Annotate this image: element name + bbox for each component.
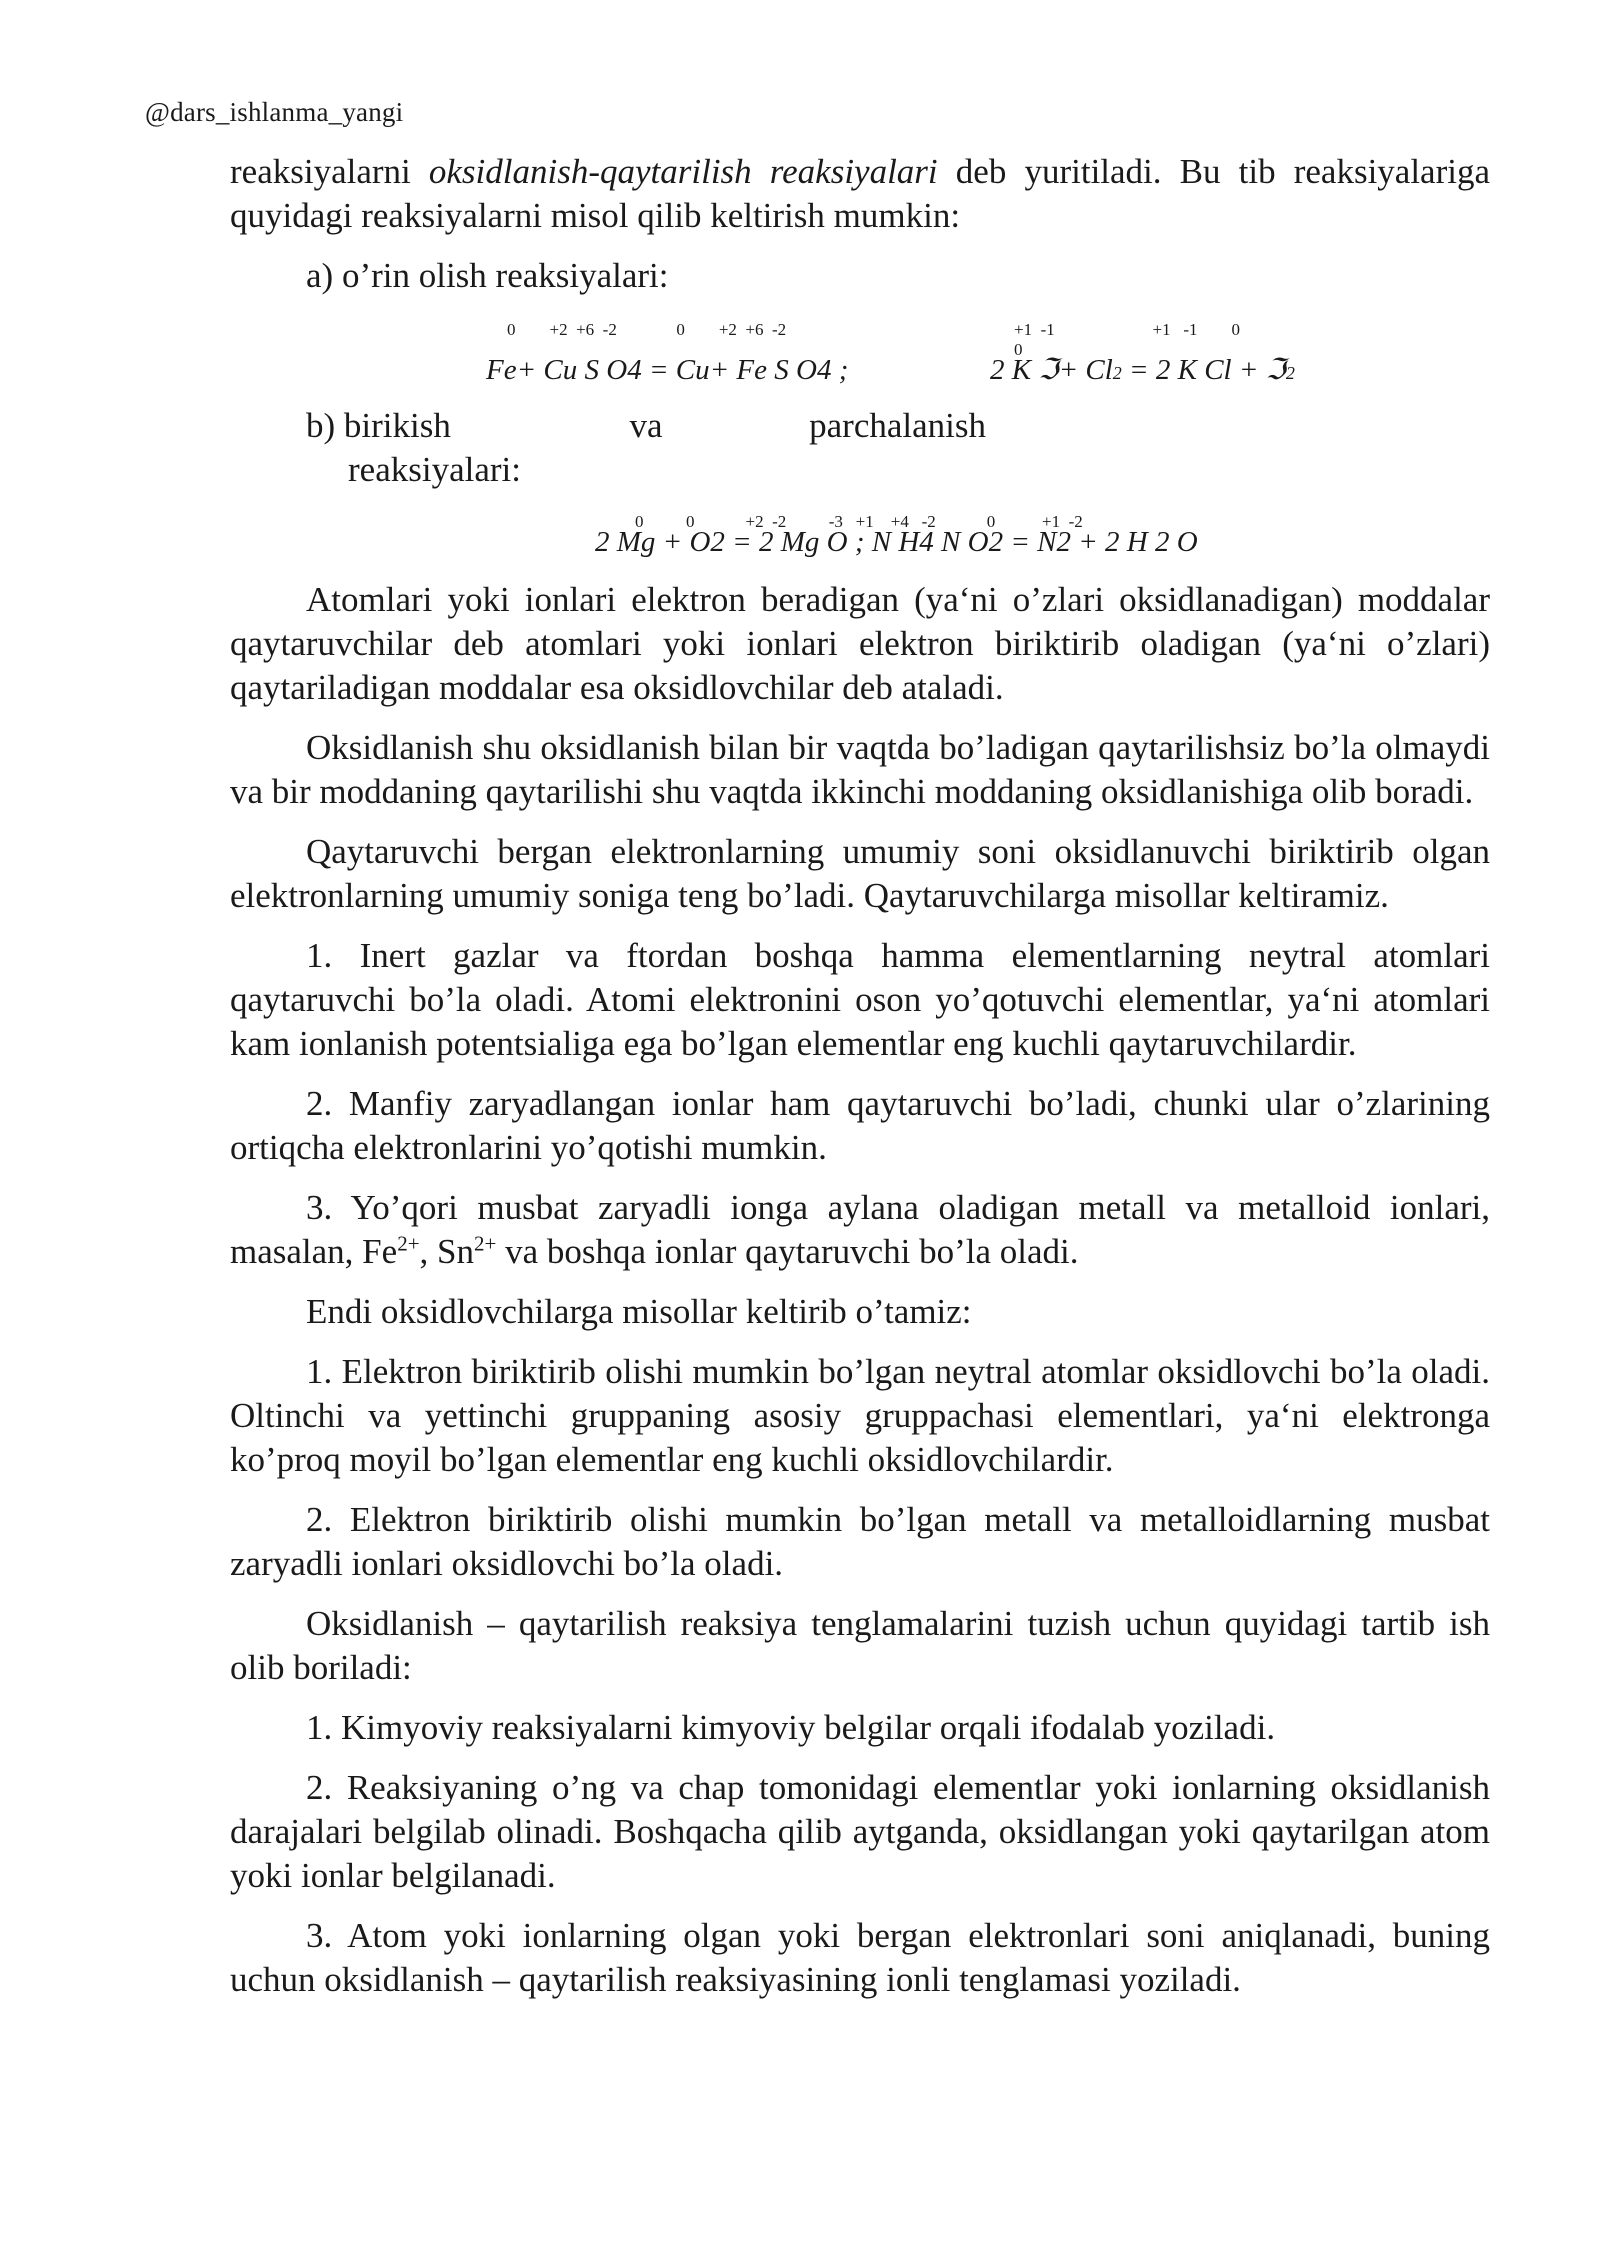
item-b-line-2: reaksiyalari: [348,450,521,489]
equation-1-left: Fe+ Cu S O4 = Cu+ Fe S O4 ; [486,354,849,386]
oxidation-states-right: +1 -1 +1 -1 0 [1014,320,1240,339]
intro-paragraph [230,150,1490,238]
equation-block-1 [230,304,1490,404]
eq1-subscript-2: 2 [1285,363,1295,383]
reducer-3-mid: , Sn [419,1232,474,1271]
paragraph-reducers-def: Atomlari yoki ionlari elektron beradigan (ya‘ni o’zlari oksidlanadigan) moddalar qaytaruvchilar deb atomlari yoki ionlari elektron biriktirib oladigan (ya‘ni o’zlari) qaytariladigan moddalar esa oksidlovchilar deb ataladi. [230,580,1490,707]
oxidation-states-left: 0 +2 +6 -2 0 +2 +6 -2 [507,320,787,339]
item-b [306,404,986,492]
eq1-right-part-a: 2 K ℑ+ Cl [990,354,1113,386]
paragraph-oxidizer-1: 1. Elektron biriktirib olishi mumkin bo’lgan neytral atomlar oksidlovchi bo’la oladi. Oltinchi va yettinchi gruppaning asosiy gruppachasi elementlari, ya‘ni elektronga ko’proq moyil bo’lgan elementlar eng kuchli oksidlovchilardir. [230,1352,1490,1479]
paragraph-step-1: 1. Kimyoviy reaksiyalarni kimyoviy belgilar orqali ifodalab yoziladi. [306,1708,1276,1747]
item-a: a) o’rin olish reaksiyalari: [306,256,669,295]
item-b-word-3: parchalanish [809,406,987,445]
intro-text-end: deb yuritiladi. Bu tib reaksiyalariga quyidagi reaksiyalarni misol qilib keltirish mumkin: [230,152,1491,235]
equation-block-2 [230,498,1490,578]
paragraph-reducer-1: 1. Inert gazlar va ftordan boshqa hamma elementlarning neytral atomlari qaytaruvchi bo’la oladi. Atomi elektronini oson yo’qotuvchi elementlar, ya‘ni atomlari kam ionlanish potentsialiga ega bo’lgan elementlar eng kuchli qaytaruvchilardir. [230,936,1490,1063]
reducer-3-text: 3. Yo’qori musbat zaryadli ionga aylana oladigan metall va metalloid ionlari, masalan, Fe [230,1188,1490,1271]
intro-text: reaksiyalarni [230,152,429,191]
document-body [230,150,1490,2018]
reducer-3-end: va boshqa ionlar qaytaruvchi bo’la oladi. [496,1232,1079,1271]
item-b-word-1: b) birikish [306,406,451,445]
paragraph-step-3: 3. Atom yoki ionlarning olgan yoki bergan elektronlari soni aniqlanadi, buning uchun oksidlanish – qaytarilish reaksiyasining ionli tenglamasi yoziladi. [230,1916,1490,1999]
paragraph-reducer-3 [230,1186,1490,1274]
paragraph-oxidation-simultaneous: Oksidlanish shu oksidlanish bilan bir vaqtda bo’ladigan qaytarilishsiz bo’la olmaydi va bir moddaning qaytarilishi shu vaqtda ikkinchi moddaning oksidlanishiga olib boradi. [230,728,1490,811]
fe-charge: 2+ [397,1231,420,1256]
item-b-word-2: va [629,406,663,445]
intro-italic-term: oksidlanish-qaytarilish reaksiyalari [428,152,938,191]
eq1-right-part-b: = 2 K Cl + ℑ [1121,354,1286,386]
oxidation-state-zero: 0 [1014,340,1023,359]
oxidation-states-2: 0 0 +2 -2 -3 +1 +4 -2 0 +1 -2 [635,512,1083,531]
paragraph-procedure-intro: Oksidlanish – qaytarilish reaksiya tenglamalarini tuzish uchun quyidagi tartib ish olib boriladi: [230,1604,1490,1687]
paragraph-oxidizers-intro: Endi oksidlovchilarga misollar keltirib o’tamiz: [306,1292,972,1331]
equation-1-right [990,348,1295,395]
sn-charge: 2+ [474,1231,497,1256]
paragraph-electron-balance: Qaytaruvchi bergan elektronlarning umumiy soni oksidlanuvchi biriktirib olgan elektronlarning umumiy soniga teng bo’ladi. Qaytaruvchilarga misollar keltiramiz. [230,832,1490,915]
paragraph-reducer-2: 2. Manfiy zaryadlangan ionlar ham qaytaruvchi bo’ladi, chunki ular o’zlarining ortiqcha elektronlarini yo’qotishi mumkin. [230,1084,1490,1167]
page-header: @dars_ishlanma_yangi [145,97,404,127]
paragraph-step-2: 2. Reaksiyaning o’ng va chap tomonidagi elementlar yoki ionlarning oksidlanish darajalari belgilab olinadi. Boshqacha qilib aytganda, oksidlangan yoki qaytarilgan atom yoki ionlar belgilanadi. [230,1768,1490,1895]
eq1-subscript: 2 [1112,363,1122,383]
paragraph-oxidizer-2: 2. Elektron biriktirib olishi mumkin bo’lgan metall va metalloidlarning musbat zaryadli ionlari oksidlovchi bo’la oladi. [230,1500,1490,1583]
equation-2: 2 Mg + O2 = 2 Mg O ; N H4 N O2 = N2 + 2 H 2 O [595,526,1198,558]
